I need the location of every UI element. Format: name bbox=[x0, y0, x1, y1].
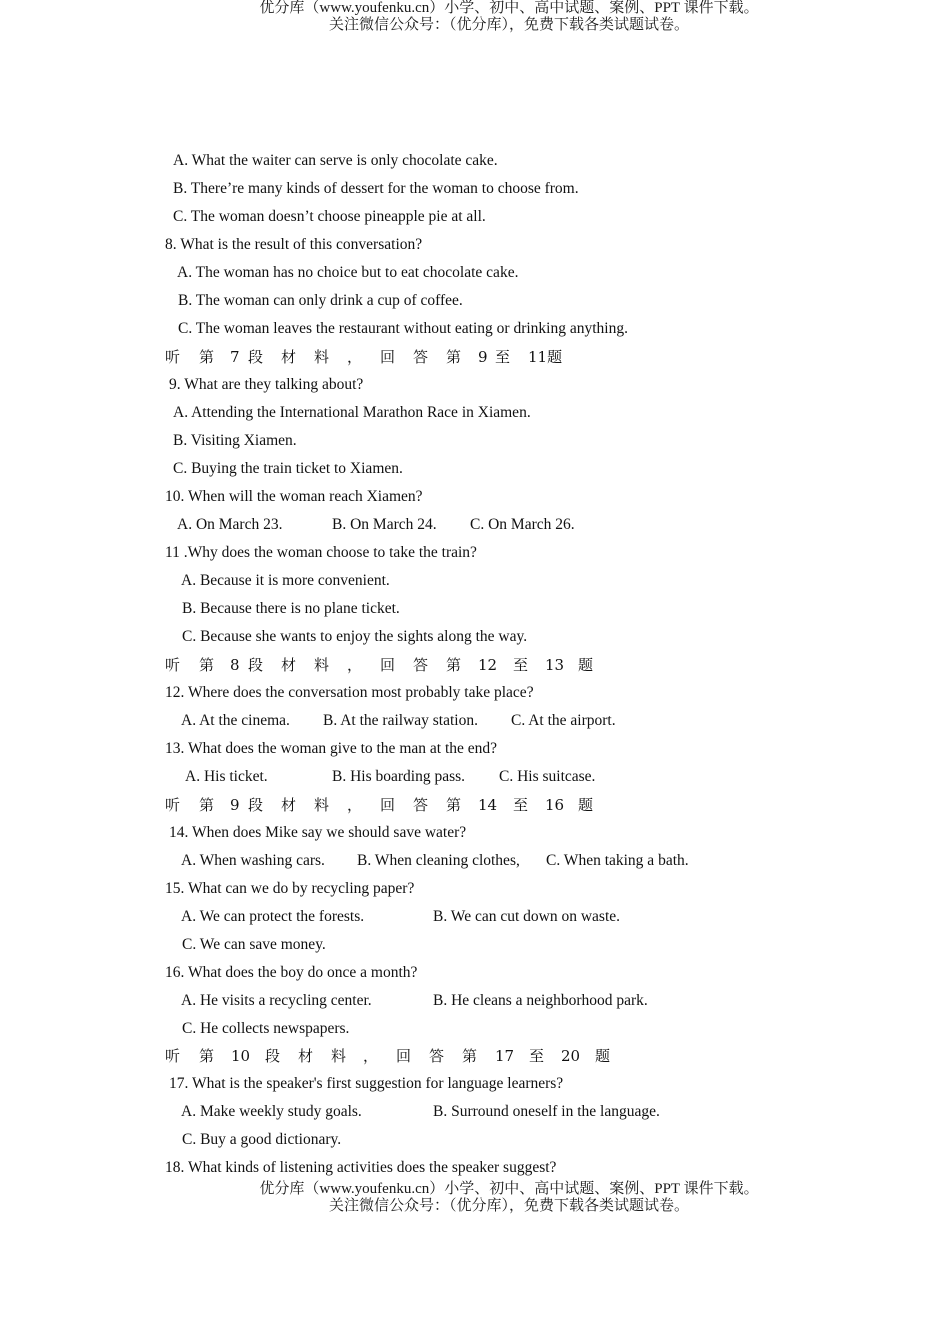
section10-char: 答 bbox=[429, 1047, 445, 1065]
section7-char: 料 bbox=[314, 348, 330, 366]
q9-option-b: B. Visiting Xiamen. bbox=[173, 432, 297, 449]
q13-options bbox=[165, 767, 765, 787]
section9-char: 答 bbox=[413, 796, 429, 814]
q17-options-row bbox=[165, 1102, 765, 1122]
section10-char: 材 bbox=[298, 1047, 314, 1065]
header-line-2: 关注微信公众号：（优分库），免费下载各类试题试卷。 bbox=[328, 17, 689, 33]
q9-question: 9. What are they talking about? bbox=[169, 376, 364, 393]
q9-option-a: A. Attending the International Marathon Race in Xiamen. bbox=[173, 404, 531, 421]
section8-char: 回 bbox=[380, 656, 396, 674]
section-heading-10 bbox=[165, 1046, 645, 1066]
q15-option-a: A. We can protect the forests. bbox=[181, 908, 365, 925]
section8-char: 12 bbox=[478, 656, 498, 674]
section9-char: 第 bbox=[199, 796, 215, 814]
section10-char: 料 bbox=[331, 1047, 347, 1065]
q14-question: 14. When does Mike say we should save water? bbox=[169, 824, 467, 841]
section7-char: 11题 bbox=[528, 348, 563, 366]
q8-option-c: C. The woman leaves the restaurant without eating or drinking anything. bbox=[178, 320, 628, 337]
q17-option-c: C. Buy a good dictionary. bbox=[182, 1131, 342, 1148]
section8-char: 13 bbox=[545, 656, 565, 674]
page-header bbox=[0, 0, 950, 34]
section-heading-9 bbox=[165, 795, 625, 815]
section8-char: ， bbox=[347, 656, 363, 674]
q17-question: 17. What is the speaker's first suggestion for language learners? bbox=[169, 1075, 564, 1092]
section9-char: 料 bbox=[314, 796, 330, 814]
section8-char: 材 bbox=[281, 656, 297, 674]
q10-options bbox=[165, 515, 765, 535]
section9-char: 16 bbox=[545, 796, 565, 814]
q13-question: 13. What does the woman give to the man at the end? bbox=[165, 740, 498, 757]
q10-option-a: A. On March 23. bbox=[177, 516, 283, 533]
q12-option-c: C. At the airport. bbox=[511, 712, 616, 729]
section10-char: ， bbox=[363, 1047, 379, 1065]
section9-char: ， bbox=[347, 796, 363, 814]
q16-option-a: A. He visits a recycling center. bbox=[181, 992, 372, 1009]
section8-char: 段 bbox=[248, 656, 264, 674]
section8-char: 听 bbox=[165, 656, 181, 674]
section10-char: 20 bbox=[561, 1047, 581, 1065]
q13-option-b: B. His boarding pass. bbox=[332, 768, 466, 785]
q13-option-a: A. His ticket. bbox=[185, 768, 268, 785]
q15-options-row bbox=[165, 907, 765, 927]
q11-option-a: A. Because it is more convenient. bbox=[181, 572, 390, 589]
section-heading-8 bbox=[165, 655, 625, 675]
section7-char: 至 bbox=[495, 348, 511, 366]
page-footer bbox=[0, 1181, 950, 1215]
q12-option-a: A. At the cinema. bbox=[181, 712, 290, 729]
q10-option-c: C. On March 26. bbox=[470, 516, 575, 533]
q18-question: 18. What kinds of listening activities does the speaker suggest? bbox=[165, 1159, 557, 1176]
q17-option-b: B. Surround oneself in the language. bbox=[433, 1103, 660, 1120]
q8-option-a: A. The woman has no choice but to eat chocolate cake. bbox=[177, 264, 519, 281]
q8-option-b: B. The woman can only drink a cup of coffee. bbox=[178, 292, 463, 309]
section7-char: 7 bbox=[230, 348, 240, 366]
section8-char: 至 bbox=[513, 656, 529, 674]
section8-char: 第 bbox=[446, 656, 462, 674]
section7-char: 回 bbox=[380, 348, 396, 366]
q15-question: 15. What can we do by recycling paper? bbox=[165, 880, 415, 897]
section9-char: 段 bbox=[248, 796, 264, 814]
q16-options-row bbox=[165, 991, 765, 1011]
section7-char: 第 bbox=[199, 348, 215, 366]
section8-char: 题 bbox=[578, 656, 594, 674]
q11-question: 11 .Why does the woman choose to take the train? bbox=[165, 544, 477, 561]
section8-char: 第 bbox=[199, 656, 215, 674]
section10-char: 段 bbox=[265, 1047, 281, 1065]
q16-question: 16. What does the boy do once a month? bbox=[165, 964, 418, 981]
q7-option-c: C. The woman doesn’t choose pineapple pie at all. bbox=[173, 208, 486, 225]
q15-option-c: C. We can save money. bbox=[182, 936, 326, 953]
q8-question: 8. What is the result of this conversation? bbox=[165, 236, 423, 253]
section9-char: 题 bbox=[578, 796, 594, 814]
section7-char: 听 bbox=[165, 348, 181, 366]
section10-char: 第 bbox=[462, 1047, 478, 1065]
section10-char: 第 bbox=[199, 1047, 215, 1065]
q12-question: 12. Where does the conversation most probably take place? bbox=[165, 684, 534, 701]
section8-char: 答 bbox=[413, 656, 429, 674]
section7-char: 9 bbox=[478, 348, 488, 366]
section8-char: 料 bbox=[314, 656, 330, 674]
q12-options bbox=[165, 711, 765, 731]
section9-char: 回 bbox=[380, 796, 396, 814]
section7-char: 段 bbox=[248, 348, 264, 366]
section9-char: 14 bbox=[478, 796, 498, 814]
q11-option-c: C. Because she wants to enjoy the sights along the way. bbox=[182, 628, 528, 645]
section9-char: 第 bbox=[446, 796, 462, 814]
q14-option-c: C. When taking a bath. bbox=[546, 852, 689, 869]
q15-option-b: B. We can cut down on waste. bbox=[433, 908, 621, 925]
section8-char: 8 bbox=[230, 656, 240, 674]
section10-char: 题 bbox=[595, 1047, 611, 1065]
section7-char: ， bbox=[347, 348, 363, 366]
q17-option-a: A. Make weekly study goals. bbox=[181, 1103, 362, 1120]
section9-char: 9 bbox=[230, 796, 240, 814]
section10-char: 听 bbox=[165, 1047, 181, 1065]
q14-option-b: B. When cleaning clothes, bbox=[357, 852, 520, 869]
section10-char: 10 bbox=[231, 1047, 251, 1065]
q7-option-b: B. There’re many kinds of dessert for the woman to choose from. bbox=[173, 180, 579, 197]
q11-option-b: B. Because there is no plane ticket. bbox=[182, 600, 400, 617]
q14-options bbox=[165, 851, 785, 871]
q9-option-c: C. Buying the train ticket to Xiamen. bbox=[173, 460, 403, 477]
q10-option-b: B. On March 24. bbox=[332, 516, 437, 533]
section9-char: 至 bbox=[513, 796, 529, 814]
q7-option-a: A. What the waiter can serve is only chocolate cake. bbox=[173, 152, 498, 169]
q14-option-a: A. When washing cars. bbox=[181, 852, 325, 869]
q16-option-b: B. He cleans a neighborhood park. bbox=[433, 992, 648, 1009]
q13-option-c: C. His suitcase. bbox=[499, 768, 596, 785]
section9-char: 听 bbox=[165, 796, 181, 814]
section7-char: 材 bbox=[281, 348, 297, 366]
section9-char: 材 bbox=[281, 796, 297, 814]
section10-char: 回 bbox=[396, 1047, 412, 1065]
footer-line-2: 关注微信公众号：（优分库），免费下载各类试题试卷。 bbox=[328, 1198, 689, 1214]
q12-option-b: B. At the railway station. bbox=[323, 712, 478, 729]
footer-line-1: 优分库（www.youfenku.cn）小学、初中、高中试题、案例、PPT 课件下载。 bbox=[259, 1181, 759, 1197]
section7-char: 第 bbox=[446, 348, 462, 366]
header-line-1: 优分库（www.youfenku.cn）小学、初中、高中试题、案例、PPT 课件下载。 bbox=[259, 0, 759, 16]
section10-char: 至 bbox=[529, 1047, 545, 1065]
section7-char: 答 bbox=[413, 348, 429, 366]
q16-option-c: C. He collects newspapers. bbox=[182, 1020, 350, 1037]
section10-char: 17 bbox=[495, 1047, 515, 1065]
q10-question: 10. When will the woman reach Xiamen? bbox=[165, 488, 423, 505]
section-heading-7 bbox=[165, 347, 615, 367]
